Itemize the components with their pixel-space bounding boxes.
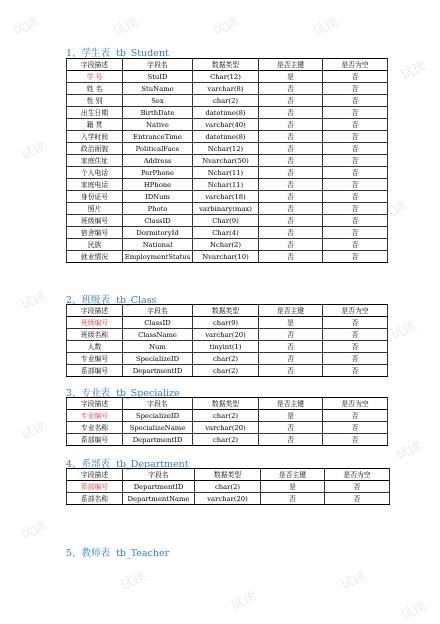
table-cell: char(2)	[193, 365, 259, 377]
section-number: 3、	[66, 388, 82, 399]
field-description-cell: 籍 贯	[67, 119, 123, 131]
table-cell: Nvarchar(10)	[193, 251, 259, 263]
table-row	[67, 167, 388, 179]
section-title: 教师表	[81, 548, 111, 559]
table-cell: 是	[259, 410, 323, 422]
table-cell: Nvarchar(50)	[193, 155, 259, 167]
table-header-row	[67, 398, 388, 410]
table-cell: SpecializeID	[123, 353, 193, 365]
column-header: 数据类型	[195, 469, 261, 481]
table-row	[67, 365, 388, 377]
field-description-cell: 专业名称	[67, 422, 123, 434]
watermark-text: 试读	[110, 15, 141, 40]
column-header: 字段名	[123, 59, 193, 71]
watermark-text: 试读	[18, 519, 49, 544]
table-cell: Nchar(11)	[193, 167, 259, 179]
column-header: 是否为空	[323, 305, 388, 317]
column-header: 是否为空	[323, 398, 388, 410]
table-cell: 否	[323, 317, 388, 329]
table-row	[67, 107, 388, 119]
table-cell: IDNum	[123, 191, 193, 203]
table-cell: DepartmentName	[123, 493, 195, 505]
watermark-text: 试读	[18, 139, 49, 164]
table-row	[67, 191, 388, 203]
table-cell: 否	[259, 155, 323, 167]
table-cell: Nchar(2)	[193, 239, 259, 251]
table-header-row	[67, 305, 388, 317]
table-cell: 否	[323, 167, 388, 179]
table-cell: datetime(8)	[193, 107, 259, 119]
table-cell: EntranceTime	[123, 131, 193, 143]
table-cell: 否	[259, 131, 323, 143]
table-cell: Native	[123, 119, 193, 131]
table-cell: Char(12)	[193, 71, 259, 83]
field-description-cell: 身份证号	[67, 191, 123, 203]
table-cell: HPhone	[123, 179, 193, 191]
table-cell: varchar(20)	[193, 329, 259, 341]
field-description-cell: 系部编号	[67, 434, 123, 446]
field-description-cell: 家庭住址	[67, 155, 123, 167]
field-description-cell: 民族	[67, 239, 123, 251]
table-cell: ClassID	[123, 215, 193, 227]
section-number: 2、	[66, 295, 82, 306]
table-row	[67, 131, 388, 143]
table-cell: varchar(18)	[193, 191, 259, 203]
table-cell: 否	[323, 365, 388, 377]
table-cell: Address	[123, 155, 193, 167]
table-row	[67, 203, 388, 215]
table-cell: 否	[325, 493, 390, 505]
section-heading	[66, 545, 169, 559]
field-description-cell: 系部名称	[67, 493, 123, 505]
table-cell: 否	[259, 167, 323, 179]
watermark-text: 试读	[228, 589, 259, 614]
field-description-cell: 班级名称	[67, 329, 123, 341]
table-cell: datetime(8)	[193, 131, 259, 143]
field-description-cell: 学 号	[67, 71, 123, 83]
table-cell: varchar(20)	[195, 493, 261, 505]
table-cell: DormitoryId	[123, 227, 193, 239]
section-title: 学生表	[81, 48, 111, 59]
column-header: 是否主键	[259, 398, 323, 410]
table-row	[67, 71, 388, 83]
table-cell: 否	[259, 329, 323, 341]
field-description-cell: 宿舍编号	[67, 227, 123, 239]
schema-table	[66, 304, 388, 377]
column-header: 字段名	[123, 305, 193, 317]
table-cell: Photo	[123, 203, 193, 215]
table-cell: 否	[323, 215, 388, 227]
column-header: 是否为空	[323, 59, 388, 71]
field-description-cell: 入学时间	[67, 131, 123, 143]
table-cell: 是	[259, 317, 323, 329]
table-cell: 否	[259, 107, 323, 119]
table-cell: Char(9)	[193, 215, 259, 227]
table-row	[67, 83, 388, 95]
table-row	[67, 493, 390, 505]
table-cell: 否	[259, 251, 323, 263]
section-table-name: tb_Student	[116, 48, 169, 59]
field-description-cell: 出生日期	[67, 107, 123, 119]
section-table-name: tb_Specialize	[116, 388, 180, 399]
table-cell: 是	[261, 481, 325, 493]
table-cell: 否	[323, 191, 388, 203]
table-cell: 否	[323, 353, 388, 365]
table-cell: 否	[323, 239, 388, 251]
table-row	[67, 329, 388, 341]
section-table-name: tb_Class	[116, 295, 157, 306]
watermark-text: 试读	[310, 15, 341, 40]
section-title: 系部表	[81, 459, 111, 470]
watermark-text: 试读	[10, 15, 41, 40]
table-header-row	[67, 469, 390, 481]
table-row	[67, 95, 388, 107]
table-cell: 否	[323, 422, 388, 434]
column-header: 字段描述	[67, 59, 123, 71]
field-description-cell: 系部编号	[67, 481, 123, 493]
table-row	[67, 341, 388, 353]
column-header: 字段名	[123, 398, 193, 410]
field-description-cell: 班级编号	[67, 215, 123, 227]
table-cell: char(9)	[193, 317, 259, 329]
column-header: 数据类型	[193, 305, 259, 317]
field-description-cell: 姓 名	[67, 83, 123, 95]
table-row	[67, 410, 388, 422]
table-cell: BirthDate	[123, 107, 193, 119]
table-cell: char(2)	[193, 434, 259, 446]
table-row	[67, 434, 388, 446]
table-cell: EmploymentStatus	[123, 251, 193, 263]
table-cell: DepartmentID	[123, 434, 193, 446]
table-cell: ClassName	[123, 329, 193, 341]
table-row	[67, 227, 388, 239]
schema-table	[66, 468, 390, 505]
schema-table	[66, 58, 388, 263]
table-cell: 否	[259, 143, 323, 155]
column-header: 是否主键	[259, 59, 323, 71]
table-cell: 否	[261, 493, 325, 505]
watermark-text: 试读	[398, 59, 429, 84]
table-cell: PoliticalFace	[123, 143, 193, 155]
section-heading	[66, 45, 169, 59]
section-number: 1、	[66, 48, 82, 59]
field-description-cell: 专业编号	[67, 353, 123, 365]
table-cell: 否	[323, 179, 388, 191]
table-cell: Nchar(12)	[193, 143, 259, 155]
field-description-cell: 个人电话	[67, 167, 123, 179]
table-cell: StuName	[123, 83, 193, 95]
column-header: 是否主键	[261, 469, 325, 481]
table-cell: 否	[323, 83, 388, 95]
table-cell: 是	[259, 71, 323, 83]
watermark-text: 试读	[388, 319, 419, 344]
table-cell: 否	[323, 410, 388, 422]
section-number: 4、	[66, 459, 82, 470]
watermark-text: 试读	[398, 599, 429, 624]
section-number: 5、	[66, 548, 82, 559]
table-cell: 否	[259, 434, 323, 446]
table-cell: Sex	[123, 95, 193, 107]
field-description-cell: 就业情况	[67, 251, 123, 263]
watermark-text: 试读	[118, 569, 149, 594]
table-cell: PerPhone	[123, 167, 193, 179]
table-row	[67, 179, 388, 191]
column-header: 数据类型	[193, 398, 259, 410]
table-cell: 否	[259, 239, 323, 251]
table-cell: StuID	[123, 71, 193, 83]
table-cell: 否	[323, 71, 388, 83]
table-cell: 否	[323, 341, 388, 353]
field-description-cell: 专业编号	[67, 410, 123, 422]
section-title: 班级表	[81, 295, 111, 306]
table-row	[67, 481, 390, 493]
table-cell: Nchar(11)	[193, 179, 259, 191]
section-table-name: tb_Department	[116, 459, 189, 470]
table-cell: 否	[259, 95, 323, 107]
table-cell: 否	[323, 95, 388, 107]
table-cell: 否	[323, 251, 388, 263]
table-cell: 否	[259, 119, 323, 131]
field-description-cell: 家庭电话	[67, 179, 123, 191]
table-header-row	[67, 59, 388, 71]
field-description-cell: 班级编号	[67, 317, 123, 329]
table-row	[67, 251, 388, 263]
table-row	[67, 422, 388, 434]
table-cell: 否	[323, 143, 388, 155]
watermark-text: 试读	[210, 15, 241, 40]
table-cell: 否	[323, 434, 388, 446]
watermark-text: 试读	[393, 439, 424, 464]
table-cell: varbinary(max)	[193, 203, 259, 215]
table-cell: 否	[323, 227, 388, 239]
table-cell: 否	[259, 227, 323, 239]
table-row	[67, 155, 388, 167]
table-row	[67, 215, 388, 227]
table-cell: Num	[123, 341, 193, 353]
table-cell: 否	[259, 215, 323, 227]
schema-table	[66, 397, 388, 446]
watermark-text: 试读	[18, 289, 49, 314]
table-row	[67, 119, 388, 131]
table-cell: 否	[323, 203, 388, 215]
table-cell: varchar(8)	[193, 83, 259, 95]
table-cell: 否	[323, 107, 388, 119]
table-cell: DepartmentID	[123, 365, 193, 377]
table-row	[67, 143, 388, 155]
table-cell: ClassID	[123, 317, 193, 329]
table-cell: 否	[323, 329, 388, 341]
table-cell: 否	[259, 365, 323, 377]
table-cell: SpecializeID	[123, 410, 193, 422]
field-description-cell: 系部编号	[67, 365, 123, 377]
table-cell: 否	[325, 481, 390, 493]
field-description-cell: 人数	[67, 341, 123, 353]
table-cell: SpecializeName	[123, 422, 193, 434]
table-row	[67, 239, 388, 251]
column-header: 字段描述	[67, 305, 123, 317]
table-cell: 否	[259, 179, 323, 191]
column-header: 是否主键	[259, 305, 323, 317]
section-title: 专业表	[81, 388, 111, 399]
table-cell: char(2)	[193, 410, 259, 422]
table-cell: 否	[323, 131, 388, 143]
column-header: 字段名	[123, 469, 195, 481]
table-cell: 否	[259, 203, 323, 215]
table-cell: char(2)	[193, 353, 259, 365]
table-cell: 否	[259, 191, 323, 203]
table-cell: tinyint(1)	[193, 341, 259, 353]
table-cell: char(2)	[195, 481, 261, 493]
watermark-text: 试读	[338, 569, 369, 594]
table-cell: varchar(40)	[193, 119, 259, 131]
table-cell: varchar(20)	[193, 422, 259, 434]
field-description-cell: 照片	[67, 203, 123, 215]
column-header: 字段描述	[67, 469, 123, 481]
column-header: 是否为空	[325, 469, 390, 481]
column-header: 字段描述	[67, 398, 123, 410]
field-description-cell: 性 别	[67, 95, 123, 107]
table-cell: 否	[259, 83, 323, 95]
table-row	[67, 317, 388, 329]
table-row	[67, 353, 388, 365]
table-cell: Char(4)	[193, 227, 259, 239]
watermark-text: 试读	[378, 199, 409, 224]
table-cell: National	[123, 239, 193, 251]
table-cell: 否	[323, 155, 388, 167]
section-table-name: tb_Teacher	[116, 548, 170, 559]
table-cell: 否	[259, 353, 323, 365]
column-header: 数据类型	[193, 59, 259, 71]
table-cell: 否	[259, 341, 323, 353]
field-description-cell: 政治面貌	[67, 143, 123, 155]
watermark-text: 试读	[18, 419, 49, 444]
table-cell: 否	[259, 422, 323, 434]
table-cell: 否	[323, 119, 388, 131]
table-cell: DepartmentID	[123, 481, 195, 493]
table-cell: char(2)	[193, 95, 259, 107]
